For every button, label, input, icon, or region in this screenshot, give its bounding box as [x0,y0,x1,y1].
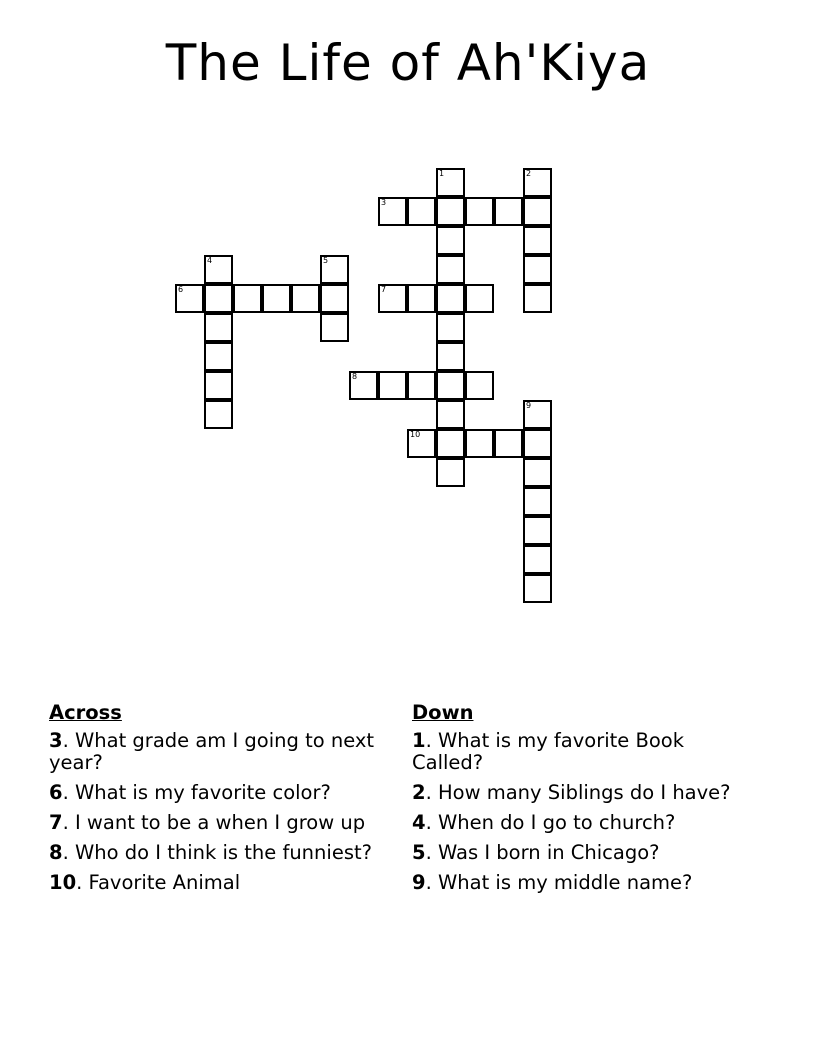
grid-cell[interactable] [262,284,291,313]
grid-cell[interactable] [436,313,465,342]
clue-number: 9 [412,871,426,894]
clue-number: 10 [49,871,77,894]
clue-number: 8 [49,841,63,864]
puzzle-title: The Life of Ah'Kiya [165,34,651,92]
clue-number: 4 [412,811,426,834]
grid-cell[interactable] [291,284,320,313]
cell-number: 1 [439,169,445,178]
down-heading: Down [412,701,474,724]
grid-cell[interactable] [204,255,233,284]
cell-number: 10 [410,430,421,439]
clue-down-9 [412,872,752,894]
grid-cell[interactable] [465,197,494,226]
grid-cell[interactable] [378,197,407,226]
cell-number: 7 [381,285,387,294]
clue-text: What is my middle name? [437,871,693,894]
cell-number: 4 [207,256,213,265]
cell-number: 9 [526,401,532,410]
grid-cell[interactable] [465,429,494,458]
clue-number: 1 [412,729,426,752]
grid-cell[interactable] [378,371,407,400]
grid-cell[interactable] [523,400,552,429]
across-heading: Across [49,701,122,724]
grid-cell[interactable] [320,284,349,313]
cell-number: 2 [526,169,532,178]
grid-cell[interactable] [465,371,494,400]
clue-dot: . [425,871,432,894]
clue-number: 7 [49,811,63,834]
clue-text: What is my favorite Book Called? [412,729,685,774]
grid-cell[interactable] [233,284,262,313]
clue-dot: . [425,841,432,864]
clue-dot: . [425,781,432,804]
cell-number: 5 [323,256,329,265]
grid-cell[interactable] [523,574,552,603]
grid-cell[interactable] [523,197,552,226]
grid-cell[interactable] [175,284,204,313]
clue-down-1 [412,730,752,774]
cell-number: 3 [381,198,387,207]
grid-cell[interactable] [436,168,465,197]
grid-cell[interactable] [436,371,465,400]
grid-cell[interactable] [523,284,552,313]
clue-dot: . [425,729,432,752]
grid-cell[interactable] [494,429,523,458]
grid-cell[interactable] [204,313,233,342]
grid-cell[interactable] [494,197,523,226]
clue-text: Who do I think is the funniest? [74,841,372,864]
clue-down-2 [412,782,752,804]
grid-cell[interactable] [378,284,407,313]
grid-cell[interactable] [349,371,378,400]
clue-text: What is my favorite color? [74,781,331,804]
clue-across-10 [49,872,389,894]
grid-cell[interactable] [465,284,494,313]
clue-number: 6 [49,781,63,804]
cell-number: 8 [352,372,358,381]
clue-across-7 [49,812,389,834]
grid-cell[interactable] [204,284,233,313]
grid-cell[interactable] [436,429,465,458]
clue-text: How many Siblings do I have? [437,781,731,804]
clue-across-6 [49,782,389,804]
grid-cell[interactable] [407,429,436,458]
grid-cell[interactable] [523,255,552,284]
grid-cell[interactable] [523,487,552,516]
grid-cell[interactable] [436,400,465,429]
cell-number: 6 [178,285,184,294]
across-clues [49,700,389,902]
grid-cell[interactable] [204,400,233,429]
grid-cell[interactable] [523,226,552,255]
clue-dot: . [62,781,69,804]
grid-cell[interactable] [523,429,552,458]
grid-cell[interactable] [204,371,233,400]
grid-cell[interactable] [407,197,436,226]
clue-dot: . [62,841,69,864]
grid-cell[interactable] [436,226,465,255]
clue-number: 5 [412,841,426,864]
clue-across-3 [49,730,389,774]
clue-across-8 [49,842,389,864]
clue-dot: . [425,811,432,834]
clue-dot: . [62,729,69,752]
clue-down-4 [412,812,752,834]
clue-dot: . [62,811,69,834]
clue-down-5 [412,842,752,864]
clue-text: When do I go to church? [437,811,676,834]
grid-cell[interactable] [407,284,436,313]
grid-cell[interactable] [523,516,552,545]
down-clues [412,700,752,902]
clue-number: 2 [412,781,426,804]
grid-cell[interactable] [436,197,465,226]
grid-cell[interactable] [436,255,465,284]
clue-text: Favorite Animal [88,871,241,894]
grid-cell[interactable] [436,342,465,371]
grid-cell[interactable] [436,458,465,487]
clue-text: I want to be a when I grow up [74,811,366,834]
grid-cell[interactable] [320,255,349,284]
clue-text: What grade am I going to next year? [49,729,375,774]
grid-cell[interactable] [523,168,552,197]
clue-text: Was I born in Chicago? [437,841,660,864]
grid-cell[interactable] [204,342,233,371]
grid-cell[interactable] [436,284,465,313]
grid-cell[interactable] [320,313,349,342]
grid-cell[interactable] [523,458,552,487]
grid-cell[interactable] [407,371,436,400]
clue-number: 3 [49,729,63,752]
clue-dot: . [76,871,83,894]
grid-cell[interactable] [523,545,552,574]
